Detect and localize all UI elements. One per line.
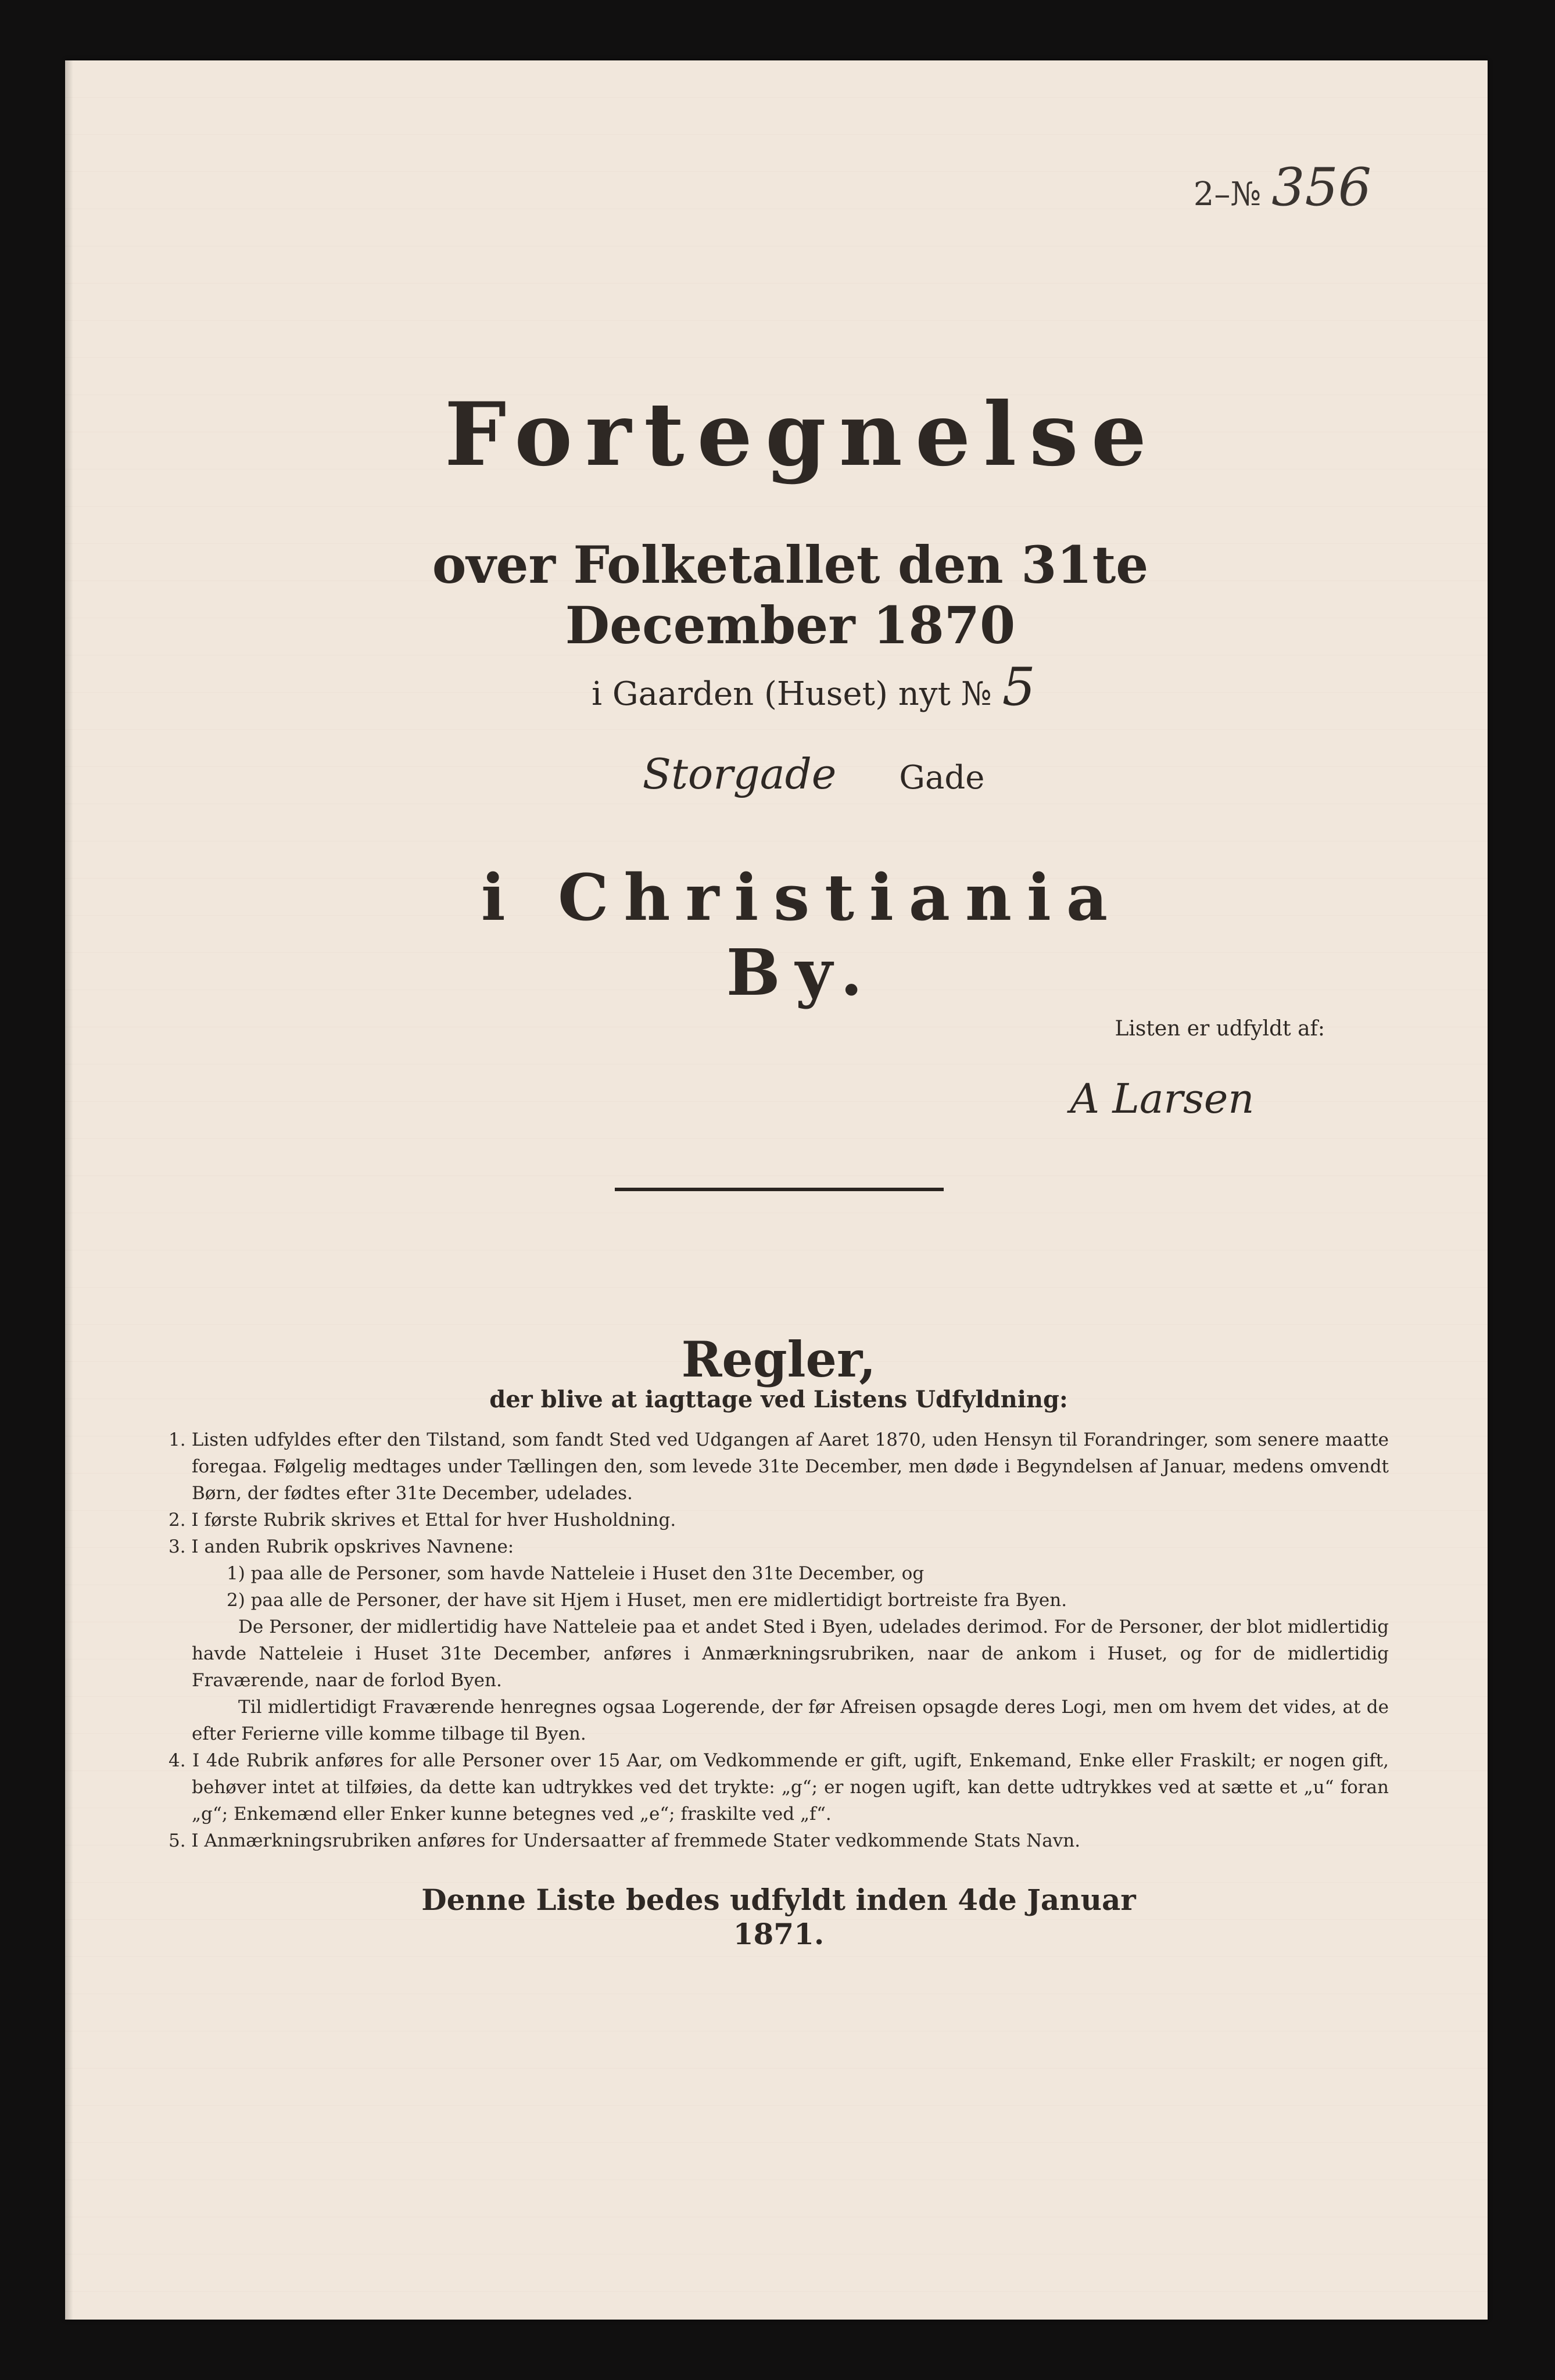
street-line: [581, 750, 1046, 813]
rules-list: [169, 1426, 1389, 1868]
filled-by-signature: A Larsen: [1070, 1075, 1255, 1123]
document-subtitle: over Folketallet den 31te December 1870: [432, 535, 1149, 655]
rule-item: 3. I anden Rubrik opskrives Navnene:: [169, 1536, 514, 1557]
divider-rule: [615, 1188, 944, 1191]
reference-handwritten-number: 356: [1271, 157, 1371, 218]
rule-subitem: 2) paa alle de Personer, der have sit Hjem i Huset, men ere midlertidigt bortreiste fra Byen.: [227, 1590, 1067, 1611]
rule-item: 4. I 4de Rubrik anføres for alle Personer over 15 Aar, om Vedkommende er gift, ugift, Enkemand, Enke eller Fraskilt; er nogen gift, behøver intet at tilføies, da dette kan udtrykkes ved det trykte: „g“; er nogen ugift, kan dette udtrykkes ved at sætte et „u“ foran „g“; Enkemænd eller Enker kunne betegnes ved „e“; fraskilte ved „f“.: [169, 1750, 1389, 1825]
rule-item: 2. I første Rubrik skrives et Ettal for hver Husholdning.: [169, 1510, 676, 1530]
street-suffix: Gade: [899, 759, 985, 797]
filled-by-label: Listen er udfyldt af:: [1115, 1017, 1325, 1041]
document-title: Fortegnelse: [444, 383, 1160, 486]
rule-item: 5. I Anmærkningsrubriken anføres for Undersaatter af fremmede Stater vedkommende Stats Navn.: [169, 1830, 1081, 1851]
street-name-handwritten: Storgade: [642, 750, 837, 798]
house-prefix: i Gaarden (Huset) nyt №: [592, 675, 992, 713]
city-heading: i Christiania By.: [481, 860, 1123, 1010]
house-number-handwritten: 5: [1002, 657, 1036, 718]
rule-paragraph: De Personer, der midlertidig have Natteleie paa et andet Sted i Byen, udelades derimod. For de Personer, der blot midlertidig havde Natteleie i Huset 31te December, anføres i Anmærkningsrubriken, naar de ankom i Huset, og for de midlertidig Fraværende, naar de forlod Byen.: [192, 1616, 1389, 1691]
rule-paragraph: Til midlertidigt Fraværende henregnes ogsaa Logerende, der før Afreisen opsagde deres Logi, men om hvem det vides, at de efter Ferierne ville komme tilbage til Byen.: [192, 1697, 1389, 1744]
reference-number: [1127, 157, 1371, 227]
closing-instruction: Denne Liste bedes udfyldt inden 4de Januar 1871.: [421, 1883, 1136, 1951]
rules-subtitle: der blive at iagttage ved Listens Udfyldning:: [489, 1386, 1068, 1413]
house-number-line: [523, 657, 1104, 718]
reference-prefix: 2–№: [1193, 175, 1262, 213]
rules-title: Regler,: [681, 1331, 876, 1388]
rule-item: 1. Listen udfyldes efter den Tilstand, som fandt Sted ved Udgangen af Aaret 1870, uden Hensyn til Forandringer, som senere maatte foregaa. Følgelig medtages under Tællingen den, som levede 31te December, men døde i Begyndelsen af Januar, medens omvendt Børn, der fødtes efter 31te December, udelades.: [169, 1429, 1389, 1504]
rule-subitem: 1) paa alle de Personer, som havde Natteleie i Huset den 31te December, og: [227, 1563, 925, 1584]
sheet-shadow-edge: [65, 60, 73, 2320]
